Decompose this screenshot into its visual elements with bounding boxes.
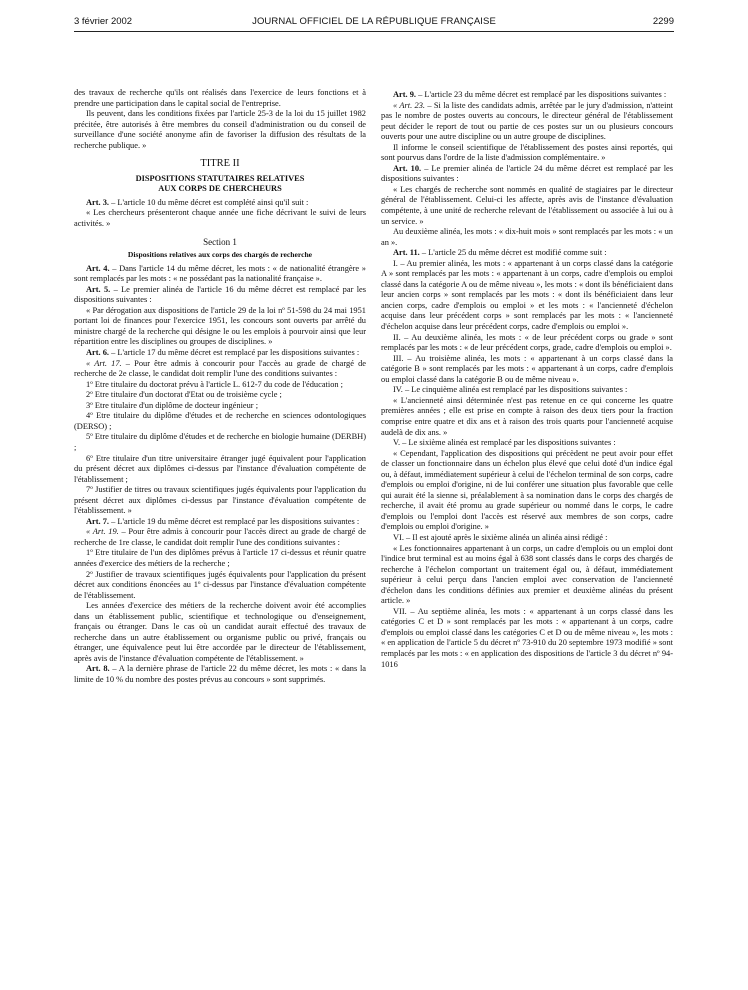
paragraph: Au deuxième alinéa, les mots : « dix-huit mois » sont remplacés par les mots : « un an ». [381, 227, 673, 247]
article-text: – L'article 25 du même décret est modifié comme suit : [419, 248, 607, 258]
article-10 [381, 164, 673, 185]
article-text: – Le premier alinéa de l'article 16 du même décret est remplacé par les dispositions suivantes : [74, 284, 366, 305]
article-label: Art. 10. [393, 163, 422, 173]
paragraph: IV. – Le cinquième alinéa est remplacé par les dispositions suivantes : [393, 385, 628, 395]
article-8 [74, 664, 366, 685]
article-text: – L'article 17 du même décret est remplacé par les dispositions suivantes : [109, 348, 360, 358]
list-item: 1º Etre titulaire du doctorat prévu à l'article L. 612-7 du code de l'éducation ; [86, 379, 344, 389]
paragraph: III. – Au troisième alinéa, les mots : « appartenant à un corps classé dans la catégorie B » sont remplacés par les mots : « appartenant à un corps, cadre d'emplois ou emploi classé dans la catégorie B ou de même niveau ». [381, 353, 673, 384]
article-text: – Dans l'article 14 du même décret, les mots : « de nationalité étrangère » sont remplacés par les mots : « ne possédant pas la nationalité française ». [74, 263, 366, 284]
paragraph: « Les chercheurs présenteront chaque année une fiche décrivant le suivi de leurs activités. » [74, 208, 366, 229]
article-7 [74, 517, 366, 528]
left-column [74, 88, 366, 980]
paragraph: Ils peuvent, dans les conditions fixées par l'article 25-3 de la loi du 15 juillet 1982 précitée, être autorisés à être membres du conseil d'administration ou du conseil de surveillance d'une société anonyme afin de favoriser la diffusion des résultats de la recherche publique. » [74, 109, 366, 150]
paragraph: Les années d'exercice des métiers de la recherche doivent avoir été accomplies dans un établissement public, scientifique et technologique ou d'enseignement, français ou étranger. Dans le cas où un candidat aurait effectué des travaux de recherche dans un autre établissement ou organisme public ou privé, français ou étranger, une équivalence peut lui être accordée par le directeur de l'établissement, après avis de l'instance d'évaluation compétente de l'établissement. » [74, 601, 366, 663]
list-item: 2º Etre titulaire d'un doctorat d'Etat ou de troisième cycle ; [86, 390, 282, 400]
article-label: « Art. 17. [86, 358, 122, 368]
paragraph: II. – Au deuxième alinéa, les mots : « de leur précédent corps ou grade » sont remplacés par les mots : « de leur précédent corps, grade, cadre d'emplois ou emploi ». [381, 332, 673, 353]
article-label: Art. 5. [86, 284, 111, 294]
article-text: – Pour être admis à concourir pour l'accès direct au grade de chargé de recherche de 1re classe, le candidat doit remplir l'une des conditions suivantes : [74, 527, 366, 547]
article-text: – L'article 19 du même décret est remplacé par les dispositions suivantes : [109, 516, 360, 526]
paragraph: VI. – Il est ajouté après le sixième alinéa un alinéa ainsi rédigé : [393, 532, 608, 542]
header-date: 3 février 2002 [74, 16, 133, 27]
page-header [74, 16, 674, 30]
article-label: Art. 9. [393, 90, 417, 99]
article-text: – L'article 23 du même décret est remplacé par les dispositions suivantes : [416, 90, 667, 99]
article-label: Art. 6. [86, 348, 110, 358]
list-item: 6º Etre titulaire d'un titre universitaire étranger jugé équivalent pour l'application du présent décret aux diplômes ci-dessus par l'instance d'évaluation compétente de l'établissement ; [74, 453, 366, 484]
article-label: Art. 3. [86, 197, 110, 207]
section-subheading: Dispositions relatives aux corps des chargés de recherche [127, 250, 313, 260]
paragraph: Il informe le conseil scientifique de l'établissement des postes ainsi reportés, qui sont pourvus dans l'ordre de la liste d'admission complémentaire. » [381, 142, 673, 163]
article-label: « Art. 23. [393, 100, 425, 110]
paragraph: I. – Au premier alinéa, les mots : « appartenant à un corps classé dans la catégorie A » sont remplacés par les mots : « appartenant à un corps, cadre d'emplois ou emploi classé dans la catégorie A ou de même niveau », les mots : « dont ils bénéficiaient dans leur ancien corps » sont remplacés par les mots : « dont ils bénéficiaient dans leur ancien corps, cadre d'emplois ou emploi » et les mots : « l'ancienneté d'échelon acquise dans leur précédent corps » sont remplacés par les mots : « l'ancienneté d'échelon acquise dans leur précédent corps, cadre d'emplois ou emploi ». [381, 258, 673, 332]
section-heading: Section 1 [203, 236, 237, 247]
article-text: – Le premier alinéa de l'article 24 du même décret est remplacé par les dispositions suivantes : [381, 163, 673, 184]
article-text: – L'article 10 du même décret est complété ainsi qu'il suit : [109, 197, 309, 207]
list-item: 7º Justifier de titres ou travaux scientifiques jugés équivalents pour l'application du présent décret aux diplômes ci-dessus par l'instance d'évaluation compétente de l'établissement. » [74, 485, 366, 516]
article-3 [74, 198, 366, 209]
article-11 [381, 248, 673, 259]
title-subheading: AUX CORPS DE CHERCHEURS [158, 184, 282, 194]
paragraph: V. – Le sixième alinéa est remplacé par les dispositions suivantes : [393, 438, 616, 448]
article-text: – Si la liste des candidats admis, arrêtée par le jury d'admission, n'atteint pas le nombre de postes ouverts au concours, le directeur général de l'établissement peut décider le report de tout ou partie de ces postes sur un ou plusieurs concours ouverts pour une autre discipline ou un autre groupe de disciplines. [381, 100, 673, 142]
list-item: 4º Etre titulaire du diplôme d'études et de recherche en sciences odontologiques (DERSO) ; [74, 411, 366, 431]
title-heading: TITRE II [200, 158, 240, 170]
article-label: Art. 11. [393, 248, 420, 258]
article-6 [74, 348, 366, 359]
paragraph: « Les chargés de recherche sont nommés en qualité de stagiaires par le directeur général de l'établissement. Celui-ci les affecte, après avis de l'instance d'évaluation compétente, à une unité de recherche relevant de l'établissement ou associée à lui ou à un service. » [381, 184, 673, 226]
list-item: 2º Justifier de travaux scientifiques jugés équivalents pour l'application du présent décret aux conditions énoncées au 1º ci-dessus par l'instance d'évaluation compétente de l'établissement. [74, 569, 366, 600]
article-9 [381, 90, 673, 101]
article-label: « Art. 19. [86, 527, 119, 537]
paragraph: des travaux de recherche qu'ils ont réalisés dans l'exercice de leurs fonctions et à prendre une participation dans le capital social de l'entreprise. [74, 88, 366, 108]
list-item: 1º Etre titulaire de l'un des diplômes prévus à l'article 17 ci-dessus et réunir quatre années d'exercice des métiers de la recherche ; [74, 548, 366, 568]
paragraph: « Cependant, l'application des dispositions qui précèdent ne peut avoir pour effet de classer un fonctionnaire dans un échelon plus élevé que celui doté d'un indice égal ou, à défaut, immédiatement supérieur à celui de l'échelon terminal de son corps, cadre d'emplois ou emploi d'origine, ni de lui conférer une situation plus favorable que celle qui aurait été la sienne si, préalablement à sa nomination dans le corps des chargés de recherche, il avait été promu au grade supérieur ou nommé dans le corps, le cadre d'emplois ou l'emploi dont l'accès est réservé aux membres de son corps, cadre d'emplois ou emploi d'origine. » [381, 448, 673, 532]
header-rule [74, 31, 674, 32]
article-4 [74, 264, 366, 285]
title-subheading: DISPOSITIONS STATUTAIRES RELATIVES [135, 173, 305, 183]
article-23 [381, 101, 673, 143]
article-label: Art. 7. [86, 516, 110, 526]
article-17 [74, 359, 366, 380]
article-label: Art. 4. [86, 263, 110, 273]
right-column [381, 90, 673, 982]
paragraph: VII. – Au septième alinéa, les mots : « appartenant à un corps classé dans les catégories C et D » sont remplacés par les mots : « appartenant à un corps, cadre d'emplois ou emploi classé dans les catégories C et D ou de même niveau », les mots : « en application de l'article 5 du décret nº 73-910 du 20 septembre 1973 modifié » sont remplacés par les mots : « en application des dispositions de l'article 3 du décret nº 94-1016 [381, 606, 673, 669]
paragraph: « Les fonctionnaires appartenant à un corps, un cadre d'emplois ou un emploi dont l'indice brut terminal est au moins égal à 638 sont classés dans le corps des chargés de recherche à l'échelon comportant un traitement égal ou, à défaut, immédiatement supérieur à celui perçu dans l'ancien emploi avec conservation de l'ancienneté d'échelon dans les conditions définies aux premier et deuxième alinéas du présent article. » [381, 543, 673, 606]
list-item: 5º Etre titulaire du diplôme d'études et de recherche en biologie humaine (DERBH) ; [74, 432, 366, 452]
paragraph: « Par dérogation aux dispositions de l'article 29 de la loi nº 51-598 du 24 mai 1951 portant loi de finances pour l'exercice 1951, les concours sont ouverts par arrêté du ministre chargé de la recherche qui désigne le ou les emplois à pourvoir ainsi que leur répartition entre les disciplines ou groupes de disciplines. » [74, 305, 366, 347]
article-text: – A la dernière phrase de l'article 22 du même décret, les mots : « dans la limite de 10 % du nombre des postes prévus au concours » sont supprimés. [74, 664, 366, 684]
article-19 [74, 527, 366, 548]
journal-title: JOURNAL OFFICIEL DE LA RÉPUBLIQUE FRANÇAISE [252, 16, 496, 27]
article-text: – Pour être admis à concourir pour l'accès au grade de chargé de recherche de 2e classe, le candidat doit remplir l'une des conditions suivantes : [74, 358, 366, 379]
article-label: Art. 8. [86, 664, 110, 674]
paragraph: « L'ancienneté ainsi déterminée n'est pas retenue en ce qui concerne les quatre premières années ; elle est prise en compte à raison des deux tiers pour la fraction comprise entre quatre et dix ans et à raison des trois quarts pour l'ancienneté acquise audelà de dix ans. » [381, 395, 673, 437]
page-number: 2299 [652, 16, 674, 27]
list-item: 3º Etre titulaire d'un diplôme de docteur ingénieur ; [86, 400, 259, 410]
article-5 [74, 285, 366, 306]
